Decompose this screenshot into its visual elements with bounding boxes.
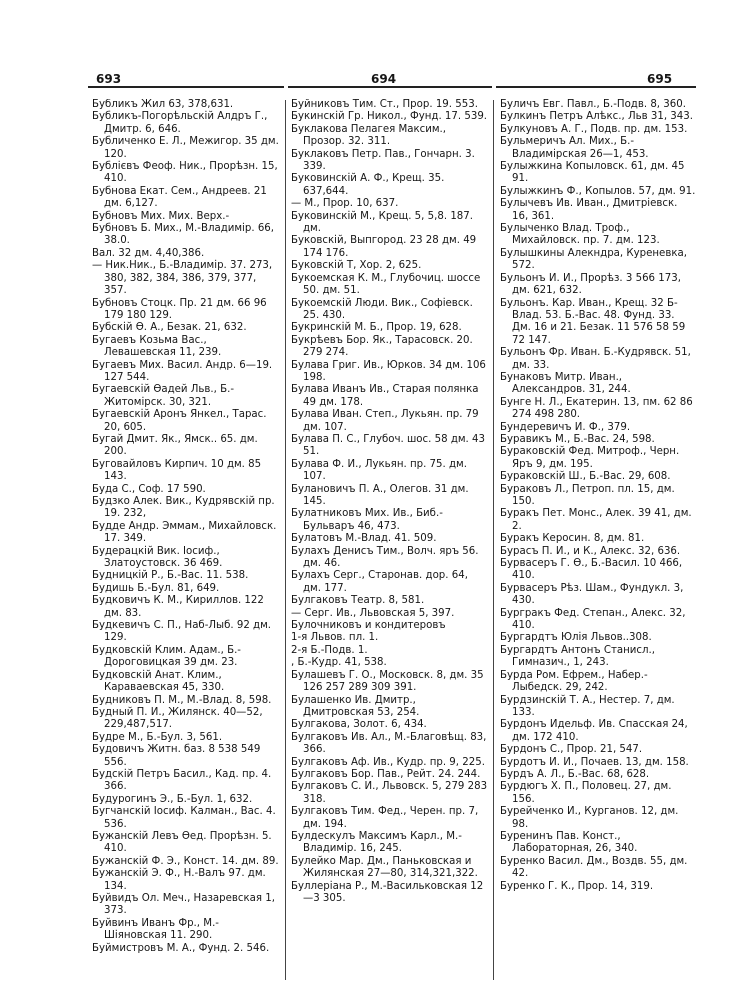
- directory-entry: Буракъ Керосин. 8, дм. 81.: [500, 533, 645, 545]
- directory-entry: Булкинъ Петръ Алѣкс., Льв 31, 343.: [500, 111, 693, 123]
- directory-entry: Бубликъ Жил 63, 378,631.: [92, 99, 234, 110]
- directory-entry: Бурасъ П. И., и К., Алекс. 32, 636.: [500, 545, 681, 557]
- directory-entry: Будерацкій Вик. Іосиф., Златоустовск. 36 469.: [92, 545, 223, 570]
- directory-entry: Будный П. И., Жилянск. 40—52, 229,487,517.: [92, 706, 263, 731]
- directory-entry: Булгаковъ Бор. Пав., Рейт. 24. 244.: [291, 768, 481, 780]
- directory-entry: Бурдотъ И. И., Почаев. 13, дм. 158.: [500, 756, 689, 768]
- directory-entry: Бубнова Екат. Сем., Андреев. 21 дм. 6,127.: [92, 185, 267, 210]
- directory-entry: Булашевъ Г. О., Московск. 8, дм. 35 126 257 289 309 391.: [291, 669, 484, 694]
- directory-entry: Бураковскій Фед. Митроф., Черн. Яръ 9, дм. 195.: [500, 446, 680, 470]
- directory-entry: Булатниковъ Мих. Ив., Биб.-Бульваръ 46, 473.: [291, 508, 443, 532]
- directory-entry: Бурдонъ С., Прор. 21, 547.: [500, 744, 643, 756]
- directory-entry: Будишь Б.-Бул. 81, 649.: [92, 582, 220, 594]
- directory-entry: Булгаковъ Театр. 8, 581.: [291, 595, 425, 607]
- directory-entry: Булышкины Алекндра, Куреневка, 572.: [500, 247, 687, 272]
- directory-entry: Будовичъ Житн. баз. 8 538 549 556.: [92, 744, 261, 768]
- directory-entry: Булгаковъ Ив. Ал., М.-Благовѣщ. 83, 366.: [291, 731, 487, 756]
- directory-entry: Бурейченко И., Курганов. 12, дм. 98.: [500, 806, 679, 830]
- directory-entry: Бужанскій Э. Ф., Н.-Валъ 97. дм. 134.: [92, 868, 266, 892]
- directory-entry: Буда С., Соф. 17 590.: [92, 483, 206, 495]
- directory-column-3: [500, 99, 696, 980]
- directory-entry: Бурдонъ Идельф. Ив. Спасская 24, дм. 172 410.: [500, 719, 688, 743]
- directory-entry: Бугчанскій Іосиф. Калман., Вас. 4. 536.: [92, 806, 276, 830]
- directory-entry: Буговайловъ Кирпич. 10 дм. 85 143.: [92, 458, 262, 483]
- directory-entry: Бугаевскій Аронъ Янкел., Тарас. 20, 605.: [92, 409, 267, 433]
- header-rule-left: [88, 86, 284, 88]
- directory-entry: Буклаковъ Петр. Пав., Гончарн. 3. 339.: [291, 148, 475, 173]
- directory-entry: Бураковскій Ш., Б.-Вас. 29, 608.: [500, 471, 671, 483]
- directory-entry: Булановичъ П. А., Олегов. 31 дм. 145.: [291, 483, 469, 507]
- directory-entry: Бурдъ А. Л., Б.-Вас. 68, 628.: [500, 768, 650, 780]
- page-number-right: 695: [647, 72, 673, 86]
- directory-entry: Будде Андр. Эммам., Михайловск. 17. 349.: [92, 520, 277, 545]
- directory-entry: Булейко Мар. Дм., Паньковская и Жилянская 27—80, 314,321,322.: [291, 855, 478, 880]
- directory-entry: Булахъ Денисъ Тим., Волч. яръ 56. дм. 46.: [291, 545, 479, 570]
- directory-entry: Булгакова, Золот. 6, 434.: [291, 719, 427, 731]
- directory-entry: Бужанскій Ф. Э., Конст. 14. дм. 89.: [92, 855, 279, 867]
- directory-entry: Бульонъ И. И., Прорѣз. 3 566 173, дм. 621, 632.: [500, 272, 681, 297]
- directory-entry: Буренинъ Пав. Конст., Лабораторная, 26, 340.: [500, 830, 638, 855]
- column-divider-1: [285, 100, 286, 980]
- directory-entry: Буравикъ М., Б.-Вас. 24, 598.: [500, 433, 655, 445]
- directory-entry: Бурдюгъ Х. П., Половец. 27, дм. 156.: [500, 781, 672, 805]
- directory-entry: Бугай Дмит. Як., Ямск.. 65. дм. 200.: [92, 433, 258, 458]
- directory-entry: Бублієвъ Феоф. Ник., Прорѣзн. 15, 410.: [92, 161, 278, 185]
- directory-entry: Бургардтъ Антонъ Станисл., Гимназич., 1, 243.: [500, 644, 656, 669]
- header-rule-right: [496, 86, 696, 88]
- directory-entry: Бунаковъ Митр. Иван., Александров. 31, 244.: [500, 371, 631, 396]
- directory-entry: Буракъ Пет. Монс., Алек. 39 41, дм. 2.: [500, 508, 692, 532]
- directory-entry: Бургардтъ Юлія Львов..308.: [500, 632, 652, 644]
- directory-entry: Будзко Алек. Вик., Кудрявскій пр. 19. 232,: [92, 496, 275, 520]
- directory-entry: Будковскій Клим. Адам., Б.-Дороговицкая 39 дм. 23.: [92, 644, 241, 669]
- directory-entry: Бульмеричъ Ал. Мих., Б.-Владимірская 26—1, 453.: [500, 136, 649, 160]
- directory-entry: Буковинскій А. Ф., Крещ. 35. 637,644.: [291, 173, 445, 197]
- directory-entry: Будницкій Р., Б.-Вас. 11. 538.: [92, 570, 249, 582]
- directory-entry: Булахъ Серг., Старонав. дор. 64, дм. 177.: [291, 570, 468, 594]
- directory-entry: Бурвасеръ Рѣз. Шам., Фундукл. 3, 430.: [500, 582, 684, 607]
- directory-entry: Бугаевъ Козьма Вас., Левашевская 11, 239.: [92, 334, 222, 359]
- directory-entry: Бундеревичъ И. Ф., 379.: [500, 421, 631, 433]
- directory-entry: Булыжкинъ Ф., Копылов. 57, дм. 91.: [500, 185, 696, 197]
- column-divider-2: [493, 100, 494, 980]
- directory-entry: Буйвинъ Иванъ Фр., М.-Шіяновская 11. 290.: [92, 917, 219, 942]
- directory-entry: Будскій Петръ Басил., Кад. пр. 4. 366.: [92, 768, 272, 793]
- directory-entry: Бурвасеръ Г. Ѳ., Б.-Васил. 10 466, 410.: [500, 558, 683, 582]
- directory-entry: Буренко Г. К., Прор. 14, 319.: [500, 880, 654, 892]
- directory-entry: Будурогинъ Э., Б.-Бул. 1, 632.: [92, 793, 253, 805]
- directory-entry: Булатовъ М.-Влад. 41. 509.: [291, 533, 437, 545]
- directory-entry: — Ник.Ник., Б.-Владимір. 37. 273, 380, 382, 384, 386, 379, 377, 357.: [92, 260, 273, 297]
- directory-entry: Бурда Ром. Ефрем., Набер.-Лыбедск. 29, 242.: [500, 669, 648, 694]
- directory-entry: Букрѣевъ Бор. Як., Тарасовск. 20. 279 274.: [291, 334, 473, 359]
- directory-entry: Булгаковъ Аф. Ив., Кудр. пр. 9, 225.: [291, 756, 485, 768]
- directory-entry: Булкуновъ А. Г., Подв. пр. дм. 153.: [500, 123, 688, 135]
- directory-entry: Бужанскій Левъ Ѳед. Прорѣзн. 5. 410.: [92, 830, 272, 855]
- directory-entry: Бубновъ Мих. Мих. Верх.-: [92, 210, 230, 222]
- directory-entry: Будниковъ П. М., М.-Влад. 8, 598.: [92, 694, 272, 706]
- directory-column-1: [92, 99, 280, 980]
- directory-entry: Буковскій Т, Хор. 2, 625.: [291, 260, 422, 272]
- directory-entry: Булыченко Влад. Троф., Михайловск. пр. 7. дм. 123.: [500, 223, 660, 247]
- directory-entry: — М., Прор. 10, 637.: [291, 198, 399, 210]
- directory-entry: Буймистровъ М. А., Фунд. 2. 546.: [92, 942, 270, 954]
- directory-entry: Буковинскій М., Крещ. 5, 5,8. 187. дм.: [291, 210, 473, 235]
- directory-entry: Буйниковъ Тим. Ст., Прор. 19. 553.: [291, 99, 478, 110]
- directory-entry: Букоемскій Люди. Вик., Софіевск. 25. 430.: [291, 297, 473, 321]
- directory-entry: Бубскій Ө. А., Безак. 21, 632.: [92, 322, 247, 334]
- directory-entry: Бубновъ Б. Мих., М.-Владимір. 66, 38.0.: [92, 223, 275, 247]
- directory-entry: Букринскій М. Б., Прор. 19, 628.: [291, 322, 462, 334]
- directory-entry: Булава Иванъ Ив., Старая полянка 49 дм. 178.: [291, 384, 479, 408]
- directory-entry: Бульонъ. Кар. Иван., Крещ. 32 Б-Влад. 53. Б.-Вас. 48. Фунд. 33. Дм. 16 и 21. Безак. 11 576 58 59 72 147.: [500, 297, 686, 346]
- directory-entry: Букоемская К. М., Глубочиц. шоссе 50. дм. 51.: [291, 272, 481, 297]
- directory-entry: Будковичъ К. М., Кириллов. 122 дм. 83.: [92, 595, 264, 619]
- directory-entry: Булава Иван. Степ., Лукьян. пр. 79 дм. 107.: [291, 409, 479, 433]
- directory-entry: Букинскій Гр. Никол., Фунд. 17. 539.: [291, 111, 488, 123]
- directory-entry: Буйвидъ Ол. Меч., Назаревская 1, 373.: [92, 893, 275, 917]
- directory-entry: Бубликъ-Погорѣльскій Алдръ Г., Дмитр. 6, 646.: [92, 111, 268, 135]
- directory-entry: Буковскій, Выпгород. 23 28 дм. 49 174 176.: [291, 235, 477, 259]
- header-rule-middle: [288, 86, 492, 88]
- directory-entry: Булашенко Ив. Дмитр., Дмитровская 53, 254.: [291, 694, 420, 718]
- page-number-middle: 694: [371, 72, 397, 86]
- directory-entry: — Серг. Ив., Львовская 5, 397.: [291, 607, 455, 619]
- directory-entry: 1-я Львов. пл. 1.: [291, 632, 379, 644]
- directory-entry: Бургракъ Фед. Степан., Алекс. 32, 410.: [500, 607, 686, 632]
- directory-entry: Буллеріана Р., М.-Васильковская 12—3 305.: [291, 880, 484, 904]
- directory-entry: Бульонъ Фр. Иван. Б.-Кудрявск. 51, дм. 33.: [500, 347, 691, 371]
- directory-entry: Буклакова Пелагея Максим., Прозор. 32. 311.: [291, 123, 447, 148]
- directory-entry: Булава Ф. И., Лукьян. пр. 75. дм. 107.: [291, 458, 467, 483]
- page-number-left: 693: [96, 72, 122, 86]
- directory-entry: Буличъ Евг. Павл., Б.-Подв. 8, 360.: [500, 99, 686, 110]
- directory-entry: Бубновъ Стоцк. Пр. 21 дм. 66 96 179 180 129.: [92, 297, 267, 321]
- directory-entry: Будковскій Анат. Клим., Караваевская 45, 330.: [92, 669, 225, 694]
- directory-entry: Булгаковъ С. И., Львовск. 5, 279 283 318.: [291, 781, 488, 805]
- directory-entry: Бураковъ Л., Петроп. пл. 15, дм. 150.: [500, 483, 675, 507]
- directory-entry: Булыжкина Копыловск. 61, дм. 45 91.: [500, 161, 685, 185]
- directory-entry: Бунге Н. Л., Екатерин. 13, пм. 62 86 274 498 280.: [500, 396, 693, 421]
- directory-entry: Булочниковъ и кондитеровъ: [291, 620, 446, 632]
- directory-entry: Будре М., Б.-Бул. 3, 561.: [92, 731, 223, 743]
- directory-entry: Булдескулъ Максимъ Карл., М.-Владимір. 16, 245.: [291, 830, 462, 855]
- directory-entry: Бугаевъ Мих. Васил. Андр. 6—19. 127 544.: [92, 359, 273, 383]
- directory-entry: Бубличенко Е. Л., Межигор. 35 дм. 120.: [92, 136, 279, 160]
- directory-entry: Булычевъ Ив. Иван., Дмитріевск. 16, 361.: [500, 198, 678, 222]
- directory-entry: Буренко Васил. Дм., Воздв. 55, дм. 42.: [500, 855, 688, 880]
- directory-entry: Будкевичъ С. П., Наб-Лыб. 92 дм. 129.: [92, 620, 272, 644]
- directory-entry: 2-я Б.-Подв. 1.: [291, 644, 368, 656]
- directory-entry: Булава Григ. Ив., Юрков. 34 дм. 106 198.: [291, 359, 486, 383]
- directory-column-2: [291, 99, 488, 980]
- directory-entry: Бурдзинскій Т. А., Нестер. 7, дм. 133.: [500, 694, 675, 718]
- directory-entry: , Б.-Кудр. 41, 538.: [291, 657, 387, 669]
- directory-entry: Булава П. С., Глубоч. шос. 58 дм. 43 51.: [291, 433, 485, 458]
- directory-entry: Бугаевскій Ѳадей Льв., Б.-Житомірск. 30, 321.: [92, 384, 235, 408]
- directory-entry: Булгаковъ Тим. Фед., Черен. пр. 7, дм. 194.: [291, 806, 479, 830]
- directory-entry: Вал. 32 дм. 4,40,386.: [92, 247, 205, 259]
